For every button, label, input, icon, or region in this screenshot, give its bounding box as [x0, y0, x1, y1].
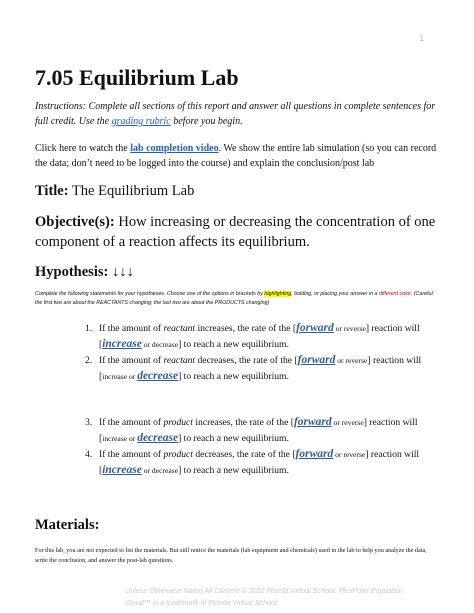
statement-subject: reactant [163, 323, 196, 334]
statement-text: decreases, the rate of the [ [195, 355, 298, 366]
materials-heading: Materials: [35, 517, 100, 533]
title-section [35, 181, 439, 201]
rate-answer: forward [296, 322, 334, 334]
statement-text: ] to reach a new equilibrium. [178, 370, 289, 382]
statement-text: If the amount of [99, 355, 164, 366]
rate-option: or reverse [335, 356, 368, 365]
change-option: or decrease [141, 339, 179, 349]
note-part-2: , bolding, or placing your answer in a [291, 291, 379, 297]
objective-text: How increasing or decreasing the concentration of one component of a reaction affects its equilibrium. [35, 214, 436, 250]
product-statements [85, 415, 435, 479]
statement-text: ] reaction will [ [99, 355, 422, 382]
statement-text: increases, the rate of the [ [192, 417, 294, 428]
objective-label: Objective(s): [35, 214, 115, 230]
change-answer: decrease [137, 369, 179, 382]
document-heading: 7.05 Equilibrium Lab [35, 65, 239, 90]
copyright-footer: Unless Otherwise Noted All Content © 2022 Florida Virtual School. FlexPoint Education Cloud™ is a trademark of Florida Virtual School. [125, 586, 403, 607]
statement-text: ] reaction will [ [99, 323, 420, 350]
statement-text: ] reaction will [ [99, 417, 418, 444]
hypothesis-heading: Hypothesis: ↓↓↓ [35, 264, 134, 280]
video-paragraph [35, 141, 439, 171]
statement-text: increases, the rate of the [ [195, 323, 297, 334]
note-highlighting: highlighting [264, 291, 292, 297]
rate-answer: forward [295, 448, 334, 460]
change-option: or decrease [141, 465, 179, 475]
statement-subject: product [163, 417, 193, 428]
note-different-color: different color [378, 291, 411, 297]
statement-subject: reactant [163, 355, 196, 366]
statement-text: If the amount of [99, 449, 164, 460]
video-text-start: Click here to watch the [35, 143, 131, 154]
list-item [85, 447, 435, 478]
change-answer: increase [102, 337, 142, 350]
title-label: Title: [35, 183, 69, 199]
video-text-end: . We show the entire lab simulation (so you can record the data; don’t need to be logged into the course) and explain the conclusion/post lab [35, 143, 437, 169]
change-answer: decrease [137, 431, 179, 444]
rate-answer: forward [293, 416, 332, 428]
statement-text: decreases, the rate of the [ [192, 449, 296, 460]
instructions-text-start: Instructions: Complete all sections of this report and answer all questions in complete sentences for full credit. Use the [35, 101, 436, 127]
item-number: 4. [85, 449, 93, 460]
page-number: 1 [419, 34, 424, 43]
rate-option: or reverse [331, 418, 364, 427]
list-item [85, 415, 435, 446]
statement-text: If the amount of [99, 323, 164, 334]
reactant-statements [85, 321, 435, 385]
item-number: 2. [85, 355, 93, 366]
change-option: increase or [102, 433, 138, 443]
list-item [85, 353, 435, 384]
item-number: 1. [85, 323, 93, 334]
statement-text: ] to reach a new equilibrium. [178, 338, 289, 350]
materials-text: For this lab, you are not expected to list the materials. But still notice the materials (lab equipment and chemicals) used in the lab to help you analyze the data, write the conclusion, and answer the post-lab questions. [35, 547, 427, 564]
item-number: 3. [85, 417, 93, 428]
title-text: The Equilibrium Lab [68, 183, 195, 199]
change-option: increase or [102, 371, 138, 381]
instructions-text-end: before you begin. [170, 116, 243, 127]
lab-completion-video-link[interactable]: lab completion video [130, 143, 219, 154]
change-answer: increase [102, 463, 142, 476]
statement-text: ] reaction will [ [99, 449, 420, 476]
rate-option: or reverse [333, 324, 366, 333]
rate-answer: forward [297, 354, 336, 366]
statement-text: If the amount of [99, 417, 164, 428]
list-item [85, 321, 435, 352]
grading-rubric-link[interactable]: grading rubric [111, 116, 171, 127]
rate-option: or reverse [333, 450, 366, 459]
note-part-1: Complete the following statements for your hypotheses. Choose one of the options in brackets by [35, 291, 265, 297]
note-part-3: . (Careful: the first two are about the REACTANTS changing; the last two are about the PRODUCTS changing) [35, 291, 435, 306]
statement-text: ] to reach a new equilibrium. [178, 464, 289, 476]
statement-text: ] to reach a new equilibrium. [178, 432, 289, 444]
statement-subject: product [163, 449, 193, 460]
hypothesis-instructions [35, 290, 440, 308]
objective-section [35, 212, 439, 252]
instructions-paragraph [35, 99, 439, 129]
